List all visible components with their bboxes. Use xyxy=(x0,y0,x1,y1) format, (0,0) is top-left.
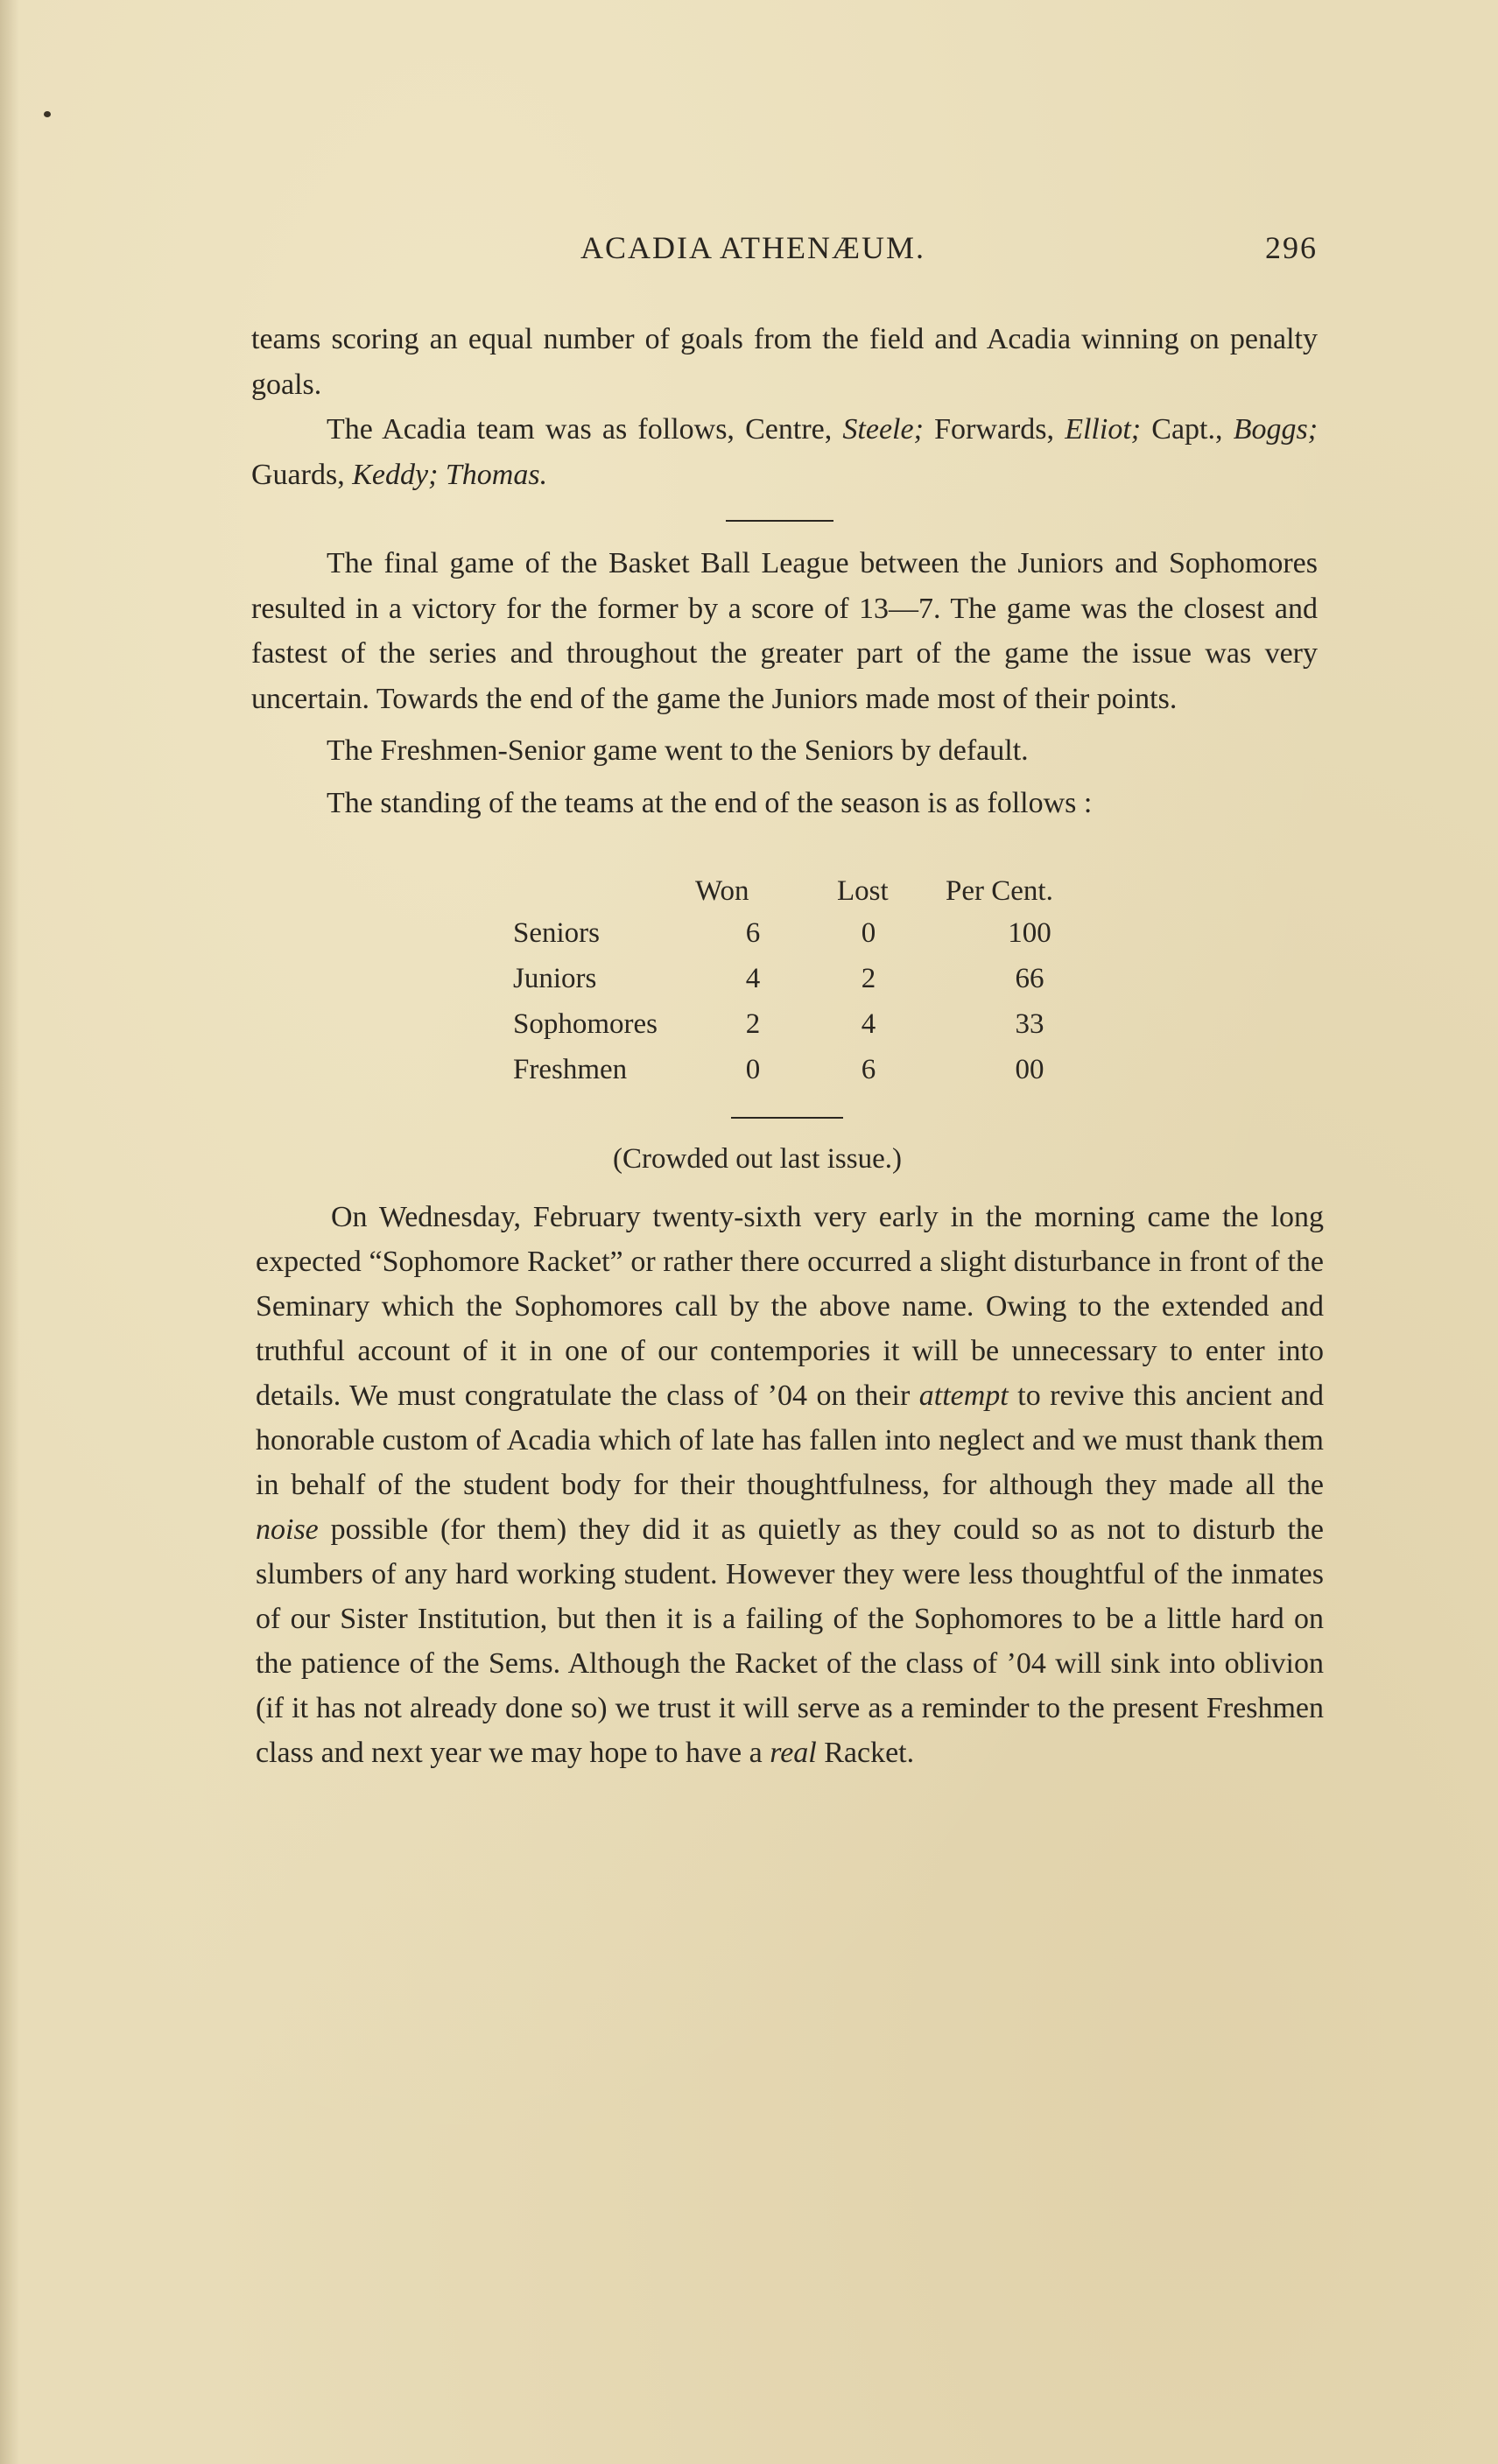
article-text: to revive this ancient and honorable custom of Acadia which of late has fallen into neglect and we must thank them in behalf of the student body for their thoughtfulness, for although they made all the xyxy=(256,1379,1324,1501)
page-header xyxy=(251,229,1318,273)
basketball-game-summary xyxy=(251,317,1318,497)
paragraph-penalty-goals: teams scoring an equal number of goals from the field and Acadia winning on penalty goals. xyxy=(251,323,1318,401)
emphasized-word: real xyxy=(770,1737,817,1769)
section-divider xyxy=(726,520,833,522)
player-name: Elliot; xyxy=(1065,413,1142,446)
lost-count: 4 xyxy=(861,1008,876,1040)
lineup-text: The Acadia team was as follows, Centre, xyxy=(327,413,843,446)
section-divider xyxy=(731,1117,843,1119)
ink-speck xyxy=(44,111,51,117)
table-row xyxy=(513,917,1126,963)
page-edge-shadow xyxy=(0,0,19,2464)
player-name: Boggs; xyxy=(1233,413,1319,446)
team-name: Seniors xyxy=(513,917,600,949)
article-text: On Wednesday, February twenty-sixth very early in the morning came the long expected “Sophomore Racket” or rather there occurred a slight disturbance in front of the Seminary which the Sophomores call by the above name. Owing to the extended and truthful account of it in one of our contempories it will be unnecessary to enter into details. We must congratulate the class of ’04 on their xyxy=(256,1201,1324,1412)
lost-count: 2 xyxy=(861,963,876,994)
team-name: Juniors xyxy=(513,963,597,994)
article-text: Racket. xyxy=(816,1737,915,1769)
paragraph-final-game: The final game of the Basket Ball League between the Juniors and Sophomores resulted in a victory for the former by a score of 13—7. The game was the closest and fastest of the series and throughout the greater part of the game the issue was very uncertain. Towards the end of the game the Juniors made most of their points. xyxy=(251,547,1318,715)
won-count: 0 xyxy=(745,1054,761,1085)
paragraph-default-game: The Freshmen-Senior game went to the Seniors by default. xyxy=(327,734,1029,767)
percent-value: 33 xyxy=(1015,1008,1044,1040)
paragraph-standing-intro: The standing of the teams at the end of the season is as follows : xyxy=(327,786,1093,819)
lineup-text: Capt., xyxy=(1141,413,1234,446)
lost-count: 0 xyxy=(861,917,876,949)
table-row xyxy=(513,1054,1126,1099)
percent-value: 00 xyxy=(1015,1054,1044,1085)
lineup-text: Forwards, xyxy=(923,413,1065,446)
table-row xyxy=(513,963,1126,1008)
article-text: possible (for them) they did it as quietly as they could so as not to disturb the slumbers of any hard working student. However they were less thoughtful of the inmates of our Sister Institution, but then it is a failing of the Sophomores to be a little hard on the patience of the Sems. Although the Racket of the class of ’04 will sink into oblivion (if it has not already done so) we trust it will serve as a reminder to the present Freshmen class and next year we may hope to have a xyxy=(256,1513,1324,1769)
player-name: Steele; xyxy=(842,413,924,446)
won-count: 2 xyxy=(745,1008,761,1040)
lineup-text: Guards, xyxy=(251,458,353,491)
team-name: Freshmen xyxy=(513,1054,628,1085)
basketball-league-report xyxy=(251,541,1318,825)
won-count: 6 xyxy=(745,917,761,949)
paragraph-team-lineup xyxy=(251,407,1318,497)
emphasized-word: attempt xyxy=(918,1379,1009,1412)
header-won: Won xyxy=(695,875,749,907)
won-count: 4 xyxy=(745,963,761,994)
team-name: Sophomores xyxy=(513,1008,658,1040)
percent-value: 100 xyxy=(1008,917,1051,949)
lost-count: 6 xyxy=(861,1054,876,1085)
page-number: 296 xyxy=(1265,230,1318,265)
emphasized-word: noise xyxy=(256,1513,319,1546)
sophomore-racket-article xyxy=(256,1195,1324,1775)
percent-value: 66 xyxy=(1015,963,1044,994)
header-lost: Lost xyxy=(837,875,889,907)
paragraph-sophomore-racket xyxy=(256,1195,1324,1775)
editorial-note: (Crowded out last issue.) xyxy=(613,1143,902,1175)
header-percent: Per Cent. xyxy=(946,875,1053,907)
standings-header-row xyxy=(513,875,1126,914)
table-row xyxy=(513,1008,1126,1054)
running-title: ACADIA ATHENÆUM. xyxy=(580,230,926,265)
player-name: Keddy; Thomas. xyxy=(352,458,548,491)
